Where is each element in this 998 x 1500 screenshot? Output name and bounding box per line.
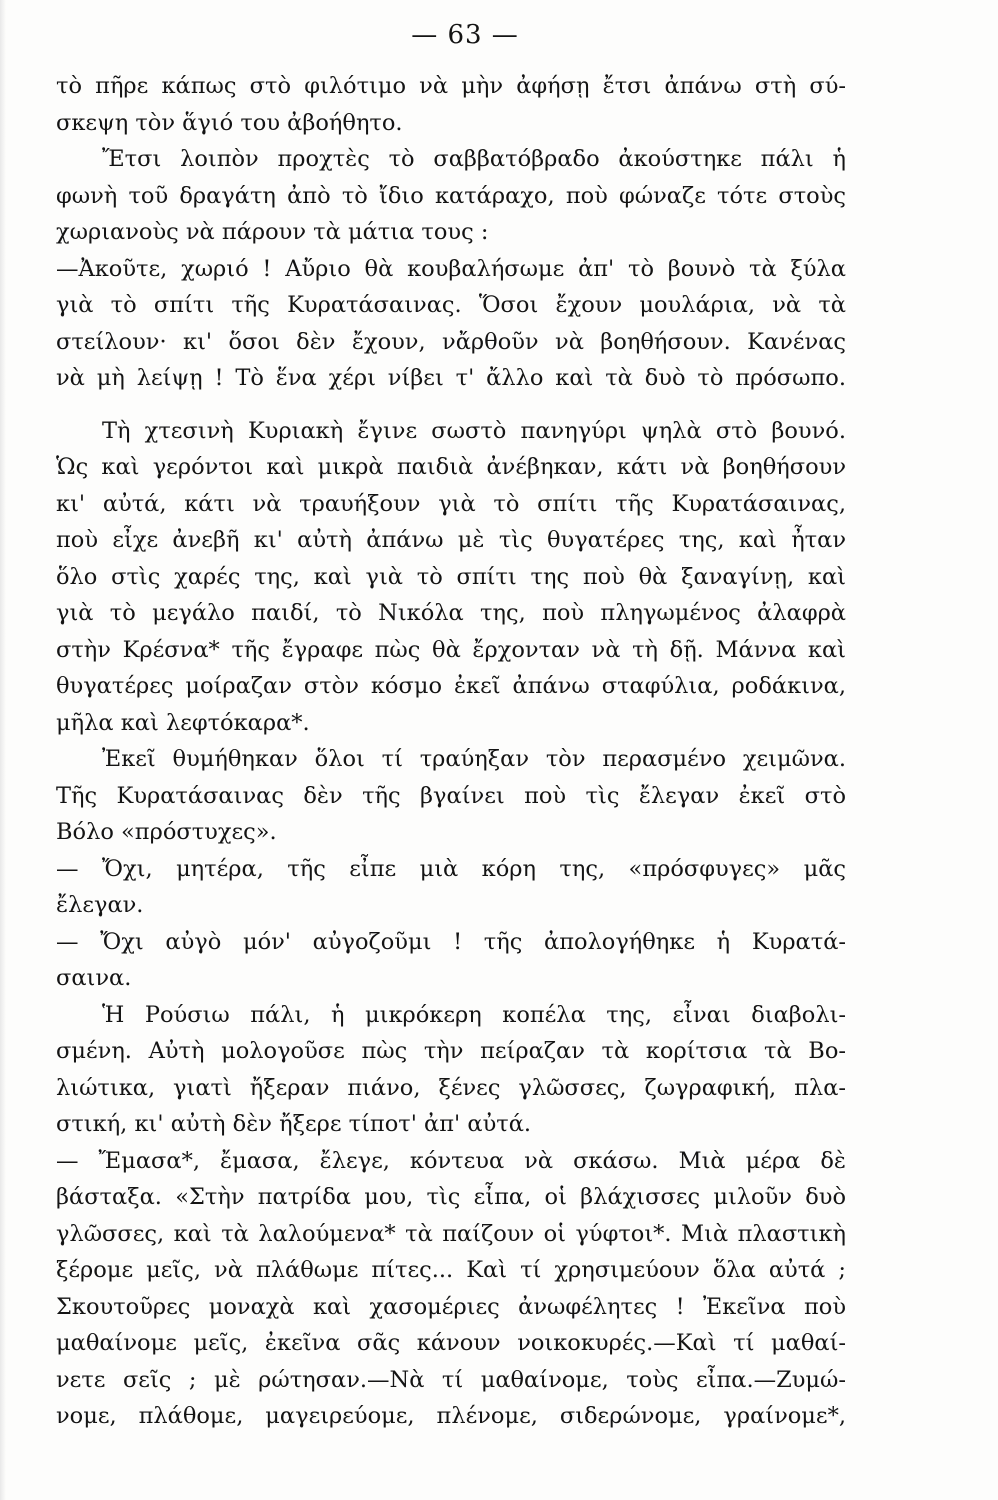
text-line: Βόλο «πρόστυχες». bbox=[56, 819, 277, 845]
text-line: σμένη. Αὐτὴ μολογοῦσε πὼς τὴν πείραζαν τὰ κορίτσια τὰ Βο- bbox=[56, 1038, 846, 1064]
scan-edge-shadow bbox=[0, 0, 6, 1500]
text-line: σαινα. bbox=[56, 965, 132, 991]
body-text bbox=[56, 68, 846, 1435]
text-line: νὰ μὴ λείψῃ ! Τὸ ἕνα χέρι νίβει τ' ἄλλο καὶ τὰ δυὸ τὸ πρόσωπο. bbox=[56, 365, 846, 391]
text-line: στείλουν· κι' ὅσοι δὲν ἔχουν, νἄρθοῦν νὰ βοηθήσουν. Κανένας bbox=[56, 328, 846, 355]
text-line: στική, κι' αὐτὴ δὲν ἤξερε τίποτ' ἀπ' αὐτά. bbox=[56, 1111, 532, 1137]
text-line: Ἡ Ρούσιω πάλι, ἡ μικρόκερη κοπέλα της, εἶναι διαβολι- bbox=[102, 1001, 846, 1028]
text-line: γιὰ τὸ σπίτι τῆς Κυρατάσαινας. Ὅσοι ἔχουν μουλάρια, νὰ τὰ bbox=[56, 292, 846, 318]
text-line: μῆλα καὶ λεφτόκαρα*. bbox=[56, 709, 310, 736]
text-line: νομε, πλάθομε, μαγειρεύομε, πλένομε, σιδερώνομε, γραίνομε*, bbox=[56, 1403, 846, 1429]
text-line: τὸ πῆρε κάπως στὸ φιλότιμο νὰ μὴν ἀφήσῃ ἔτσι ἀπάνω στὴ σύ- bbox=[56, 73, 846, 99]
text-line: Τῆς Κυρατάσαινας δὲν τῆς βγαίνει ποὺ τὶς ἔλεγαν ἐκεῖ στὸ bbox=[56, 782, 846, 809]
text-line: βάσταξα. «Στὴν πατρίδα μου, τὶς εἶπα, οἱ βλάχισσες μιλοῦν δυὸ bbox=[56, 1184, 846, 1210]
text-line: ποὺ εἶχε ἀνεβῆ κι' αὐτὴ ἀπάνω μὲ τὶς θυγατέρες της, καὶ ἦταν bbox=[56, 527, 846, 553]
text-line: — Ὄχι, μητέρα, τῆς εἶπε μιὰ κόρη της, «πρόσφυγες» μᾶς bbox=[56, 855, 846, 882]
text-line: νετε σεῖς ; μὲ ρώτησαν.—Νὰ τί μαθαίνομε, τοὺς εἶπα.—Ζυμώ- bbox=[56, 1366, 846, 1393]
text-line: κι' αὐτά, κάτι νὰ τραυήξουν γιὰ τὸ σπίτι τῆς Κυρατάσαινας, bbox=[56, 490, 846, 517]
paragraph-gap bbox=[56, 397, 846, 413]
text-line: θυγατέρες μοίραζαν στὸν κόσμο ἐκεῖ ἀπάνω σταφύλια, ροδάκινα, bbox=[56, 673, 846, 699]
text-line: ἔλεγαν. bbox=[56, 892, 144, 918]
text-line: —Ἀκοῦτε, χωριό ! Αὔριο θὰ κουβαλήσωμε ἀπ' τὸ βουνὸ τὰ ξύλα bbox=[56, 255, 846, 282]
page-number: — 63 — bbox=[411, 20, 519, 50]
text-line: χωριανοὺς νὰ πάρουν τὰ μάτια τους : bbox=[56, 219, 489, 245]
text-line: ξέρομε μεῖς, νὰ πλάθωμε πίτες... Καὶ τί χρησιμεύουν ὅλα αὐτά ; bbox=[56, 1257, 846, 1283]
text-line: Ὡς καὶ γερόντοι καὶ μικρὰ παιδιὰ ἀνέβηκαν, κάτι νὰ βοηθήσουν bbox=[56, 454, 846, 480]
text-line: — Ἔμασα*, ἔμασα, ἔλεγε, κόντευα νὰ σκάσω. Μιὰ μέρα δὲ bbox=[56, 1147, 846, 1174]
text-line: ὅλο στὶς χαρές της, καὶ γιὰ τὸ σπίτι της ποὺ θὰ ξαναγίνῃ, καὶ bbox=[56, 563, 846, 590]
text-line: — Ὄχι αὐγὸ μόν' αὐγοζοῦμι ! τῆς ἀπολογήθηκε ἡ Κυρατά- bbox=[56, 928, 846, 955]
text-line: στὴν Κρέσνα* τῆς ἔγραφε πὼς θὰ ἔρχονταν νὰ τὴ δῇ. Μάννα καὶ bbox=[56, 636, 846, 663]
text-line: Τὴ χτεσινὴ Κυριακὴ ἔγινε σωστὸ πανηγύρι ψηλὰ στὸ βουνό. bbox=[102, 417, 846, 444]
text-line: γλῶσσες, καὶ τὰ λαλούμενα* τὰ παίζουν οἱ γύφτοι*. Μιὰ πλαστικὴ bbox=[56, 1220, 846, 1247]
text-line: γιὰ τὸ μεγάλο παιδί, τὸ Νικόλα της, ποὺ πληγωμένος ἀλαφρὰ bbox=[56, 600, 846, 626]
text-line: φωνὴ τοῦ δραγάτη ἀπὸ τὸ ἴδιο κατάραχο, ποὺ φώναζε τότε στοὺς bbox=[56, 182, 846, 209]
text-line: λιώτικα, γιατὶ ἤξεραν πιάνο, ξένες γλῶσσες, ζωγραφική, πλα- bbox=[56, 1074, 846, 1101]
text-line: Ἐκεῖ θυμήθηκαν ὅλοι τί τραύηξαν τὸν περασμένο χειμῶνα. bbox=[102, 746, 846, 772]
text-line: σκεψη τὸν ἅγιό του ἀβοήθητο. bbox=[56, 109, 403, 136]
text-line: μαθαίνομε μεῖς, ἐκεῖνα σᾶς κάνουν νοικοκυρές.—Καὶ τί μαθαί- bbox=[56, 1330, 846, 1356]
text-line: Σκουτοῦρες μοναχὰ καὶ χασομέριες ἀνωφέλητες ! Ἐκεῖνα ποὺ bbox=[56, 1293, 846, 1320]
text-line: Ἔτσι λοιπὸν προχτὲς τὸ σαββατόβραδο ἀκούστηκε πάλι ἡ bbox=[102, 146, 846, 172]
